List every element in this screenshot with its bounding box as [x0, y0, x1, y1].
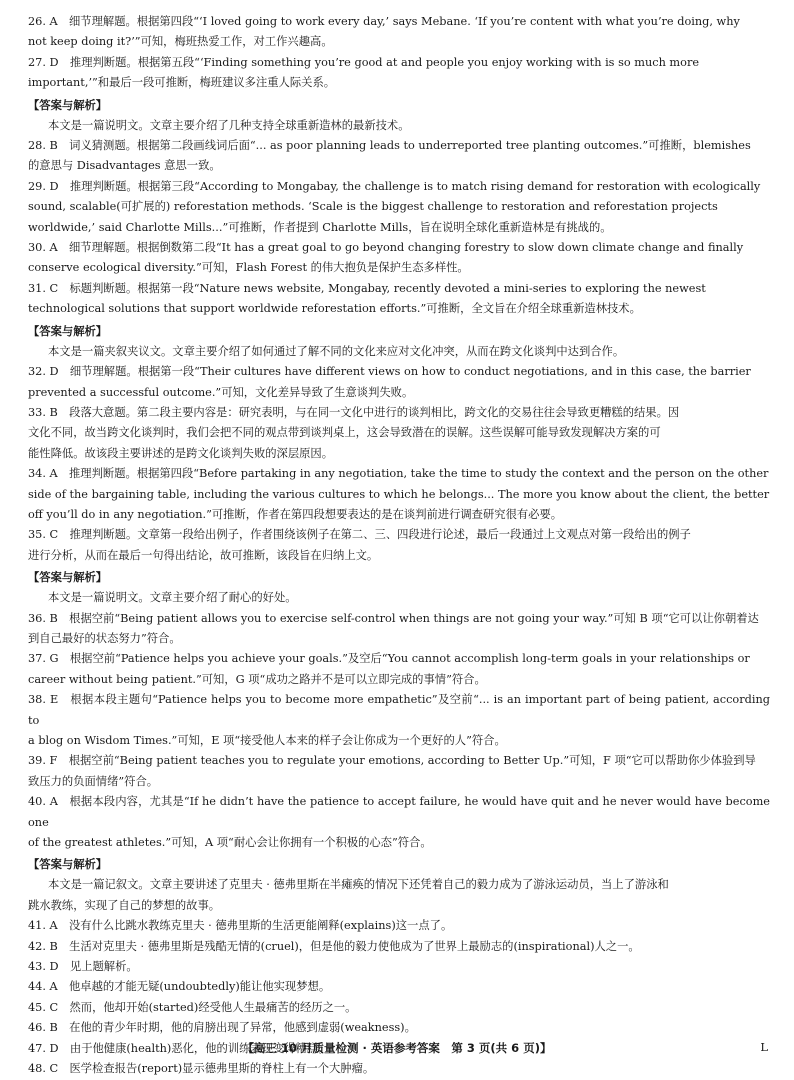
answer-line: 37. G 根据空前“Patience helps you achieve your goals.”及空后“You cannot accomplish long-term goals in your relationships or	[28, 652, 750, 666]
answer-line-continued: 致压力的负面情绪”符合。	[28, 774, 159, 788]
answer-item	[28, 53, 770, 94]
answer-line-continued: 能性降低。故该段主要讲述的是跨文化谈判失败的深层原因。	[28, 446, 334, 460]
answer-line-continued: sound, scalable(可扩展的) reforestation methods. ‘Scale is the biggest challenge to restoration and reforestation projects	[28, 200, 718, 214]
answer-line: 26. A 细节理解题。根据第四段“‘I loved going to work every day,’ says Mebane. ‘If you’re content with what you’re doing, why	[28, 15, 740, 28]
answer-line-continued: 进行分析，从而在最后一句得出结论，故可推断，该段旨在归纳上文。	[28, 548, 379, 562]
answer-line-continued: 文化不同，故当跨文化谈判时，我们会把不同的观点带到谈判桌上，这会导致潜在的误解。这些误解可能导致发现解决方案的可	[28, 426, 661, 440]
answer-line: 28. B 词义猜测题。根据第二段画线词后面“... as poor planning leads to underreported tree planting outcomes.”可推断，blemishes	[28, 139, 751, 153]
section-header: 【答案与解析】	[28, 571, 108, 585]
answer-line-continued: important,’”和最后一段可推断，梅班建议多注重人际关系。	[28, 76, 336, 90]
answer-item	[28, 998, 770, 1018]
answer-line-continued: prevented a successful outcome.”可知，文化差异导致了生意谈判失败。	[28, 385, 414, 399]
answer-item	[28, 279, 770, 320]
answer-line-continued: 到自己最好的状态努力”符合。	[28, 631, 181, 645]
section-header: 【答案与解析】	[28, 98, 108, 112]
answer-line: 35. C 推理判断题。文章第一段给出例子，作者围绕该例子在第二、三、四段进行论述，最后一段通过上文观点对第一段给出的例子	[28, 528, 691, 542]
answer-line: 32. D 细节理解题。根据第一段“Their cultures have different views on how to conduct negotiations, and in this case, the barrier	[28, 365, 751, 379]
answer-line: 41. A 没有什么比跳水教练克里夫 · 德弗里斯的生活更能阐释(explains)这一点了。	[28, 919, 453, 933]
section-header: 【答案与解析】	[28, 858, 108, 872]
answer-item	[28, 12, 770, 53]
section-header: 【答案与解析】	[28, 324, 108, 338]
answer-line-continued: a blog on Wisdom Times.”可知，E 项“接受他人本来的样子会让你成为一个更好的人”符合。	[28, 734, 506, 747]
passage-summary-continued: 跳水教练，实现了自己的梦想的故事。	[28, 898, 221, 912]
answer-line-continued: of the greatest athletes.”可知，A 项“耐心会让你拥有一个积极的心态”符合。	[28, 836, 432, 850]
answer-line: 38. E 根据本段主题句“Patience helps you to become more empathetic”及空前“... is an important part of being patient, according to	[28, 693, 770, 727]
answer-item	[28, 916, 770, 936]
answer-line-continued: not keep doing it?’”可知，梅班热爱工作，对工作兴趣高。	[28, 35, 333, 49]
answer-line-continued: worldwide,’ said Charlotte Mills...”可推断，作者提到 Charlotte Mills，旨在说明全球化重新造林是有挑战的。	[28, 220, 612, 234]
answer-line: 44. A 他卓越的才能无疑(undoubtedly)能让他实现梦想。	[28, 980, 331, 994]
answer-line: 48. C 医学检查报告(report)显示德弗里斯的脊柱上有一个大肿瘤。	[28, 1062, 375, 1076]
answer-item	[28, 177, 770, 238]
answer-line: 29. D 推理判断题。根据第三段“According to Mongabay, the challenge is to match rising demand for restoration with ecologically	[28, 179, 761, 193]
answer-item	[28, 1059, 770, 1079]
answer-line: 42. B 生活对克里夫 · 德弗里斯是残酷无情的(cruel)，但是他的毅力使他成为了世界上最励志的(inspirational)人之一。	[28, 939, 640, 953]
answer-line-continued: off you’ll do in any negotiation.”可推断，作者在第四段想要表达的是在谈判前进行调查研究很有必要。	[28, 507, 563, 521]
footer-text: 【高三 10 月质量检测 · 英语参考答案 第 3 页(共 6 页)】	[242, 1041, 552, 1055]
answer-item	[28, 690, 770, 751]
answer-line: 46. B 在他的青少年时期，他的肩膀出现了异常，他感到虚弱(weakness)。	[28, 1021, 416, 1035]
answer-line: 27. D 推理判断题。根据第五段“‘Finding something you’re good at and people you enjoy working with is so much more	[28, 55, 700, 69]
answer-line-continued: technological solutions that support worldwide reforestation efforts.”可推断，全文旨在介绍全球重新造林技术。	[28, 302, 641, 316]
answer-line-continued: 的意思与 Disadvantages 意思一致。	[28, 159, 221, 173]
answer-line: 47. D 由于他健康(health)恶化，他的训练表现变得糟糕。	[28, 1041, 330, 1055]
passage-summary: 本文是一篇说明文。文章主要介绍了几种支持全球重新造林的最新技术。	[48, 118, 410, 132]
answer-item	[28, 403, 770, 464]
answer-line-continued: conserve ecological diversity.”可知，Flash Forest 的伟大抱负是保护生态多样性。	[28, 261, 469, 275]
answer-item	[28, 751, 770, 792]
answer-item	[28, 609, 770, 650]
answer-line-continued: side of the bargaining table, including the various cultures to which he belongs... The more you know about the client, the better	[28, 487, 770, 501]
answer-line: 39. F 根据空前“Being patient teaches you to regulate your emotions, according to Better Up.”可知，F 项“它可以帮助你少体验到导	[28, 754, 756, 768]
answer-line-continued: career without being patient.”可知，G 项“成功之路并不是可以立即完成的事情”符合。	[28, 672, 486, 686]
answer-item	[28, 977, 770, 997]
answer-item	[28, 649, 770, 690]
answer-item	[28, 792, 770, 853]
answer-item	[28, 136, 770, 177]
answer-line: 31. C 标题判断题。根据第一段“Nature news website, Mongabay, recently devoted a mini-series to exploring the newest	[28, 281, 706, 295]
answer-line: 34. A 推理判断题。根据第四段“Before partaking in any negotiation, take the time to study the context and the person on the other	[28, 467, 769, 481]
page-footer	[0, 1040, 794, 1056]
answer-content	[28, 12, 770, 1080]
answer-line: 40. A 根据本段内容，尤其是“If he didn’t have the patience to accept failure, he would have quit and he never would have become one	[28, 795, 770, 829]
passage-summary: 本文是一篇夹叙夹议文。文章主要介绍了如何通过了解不同的文化来应对文化冲突，从而在跨文化谈判中达到合作。	[48, 344, 625, 358]
answer-item	[28, 362, 770, 403]
passage-summary: 本文是一篇说明文。文章主要介绍了耐心的好处。	[48, 591, 297, 605]
passage-summary: 本文是一篇记叙文。文章主要讲述了克里夫 · 德弗里斯在半瘫痪的情况下还凭着自己的毅力成为了游泳运动员，当上了游泳和	[48, 878, 669, 892]
answer-item	[28, 937, 770, 957]
answer-line: 33. B 段落大意题。第二段主要内容是：研究表明，与在同一文化中进行的谈判相比，跨文化的交易往往会导致更糟糕的结果。因	[28, 405, 680, 419]
answer-line: 43. D 见上题解析。	[28, 960, 138, 974]
footer-letter: L	[760, 1040, 768, 1054]
answer-item	[28, 525, 770, 566]
answer-item	[28, 238, 770, 279]
answer-line: 36. B 根据空前“Being patient allows you to exercise self-control when things are not going your way.”可知 B 项“它可以让你朝着达	[28, 611, 759, 625]
answer-item	[28, 464, 770, 525]
answer-item	[28, 957, 770, 977]
answer-item	[28, 1018, 770, 1038]
answer-line: 30. A 细节理解题。根据倒数第二段“It has a great goal to go beyond changing forestry to slow down climate change and finally	[28, 241, 744, 255]
answer-line: 45. C 然而，他却开始(started)经受他人生最痛苦的经历之一。	[28, 1000, 357, 1014]
